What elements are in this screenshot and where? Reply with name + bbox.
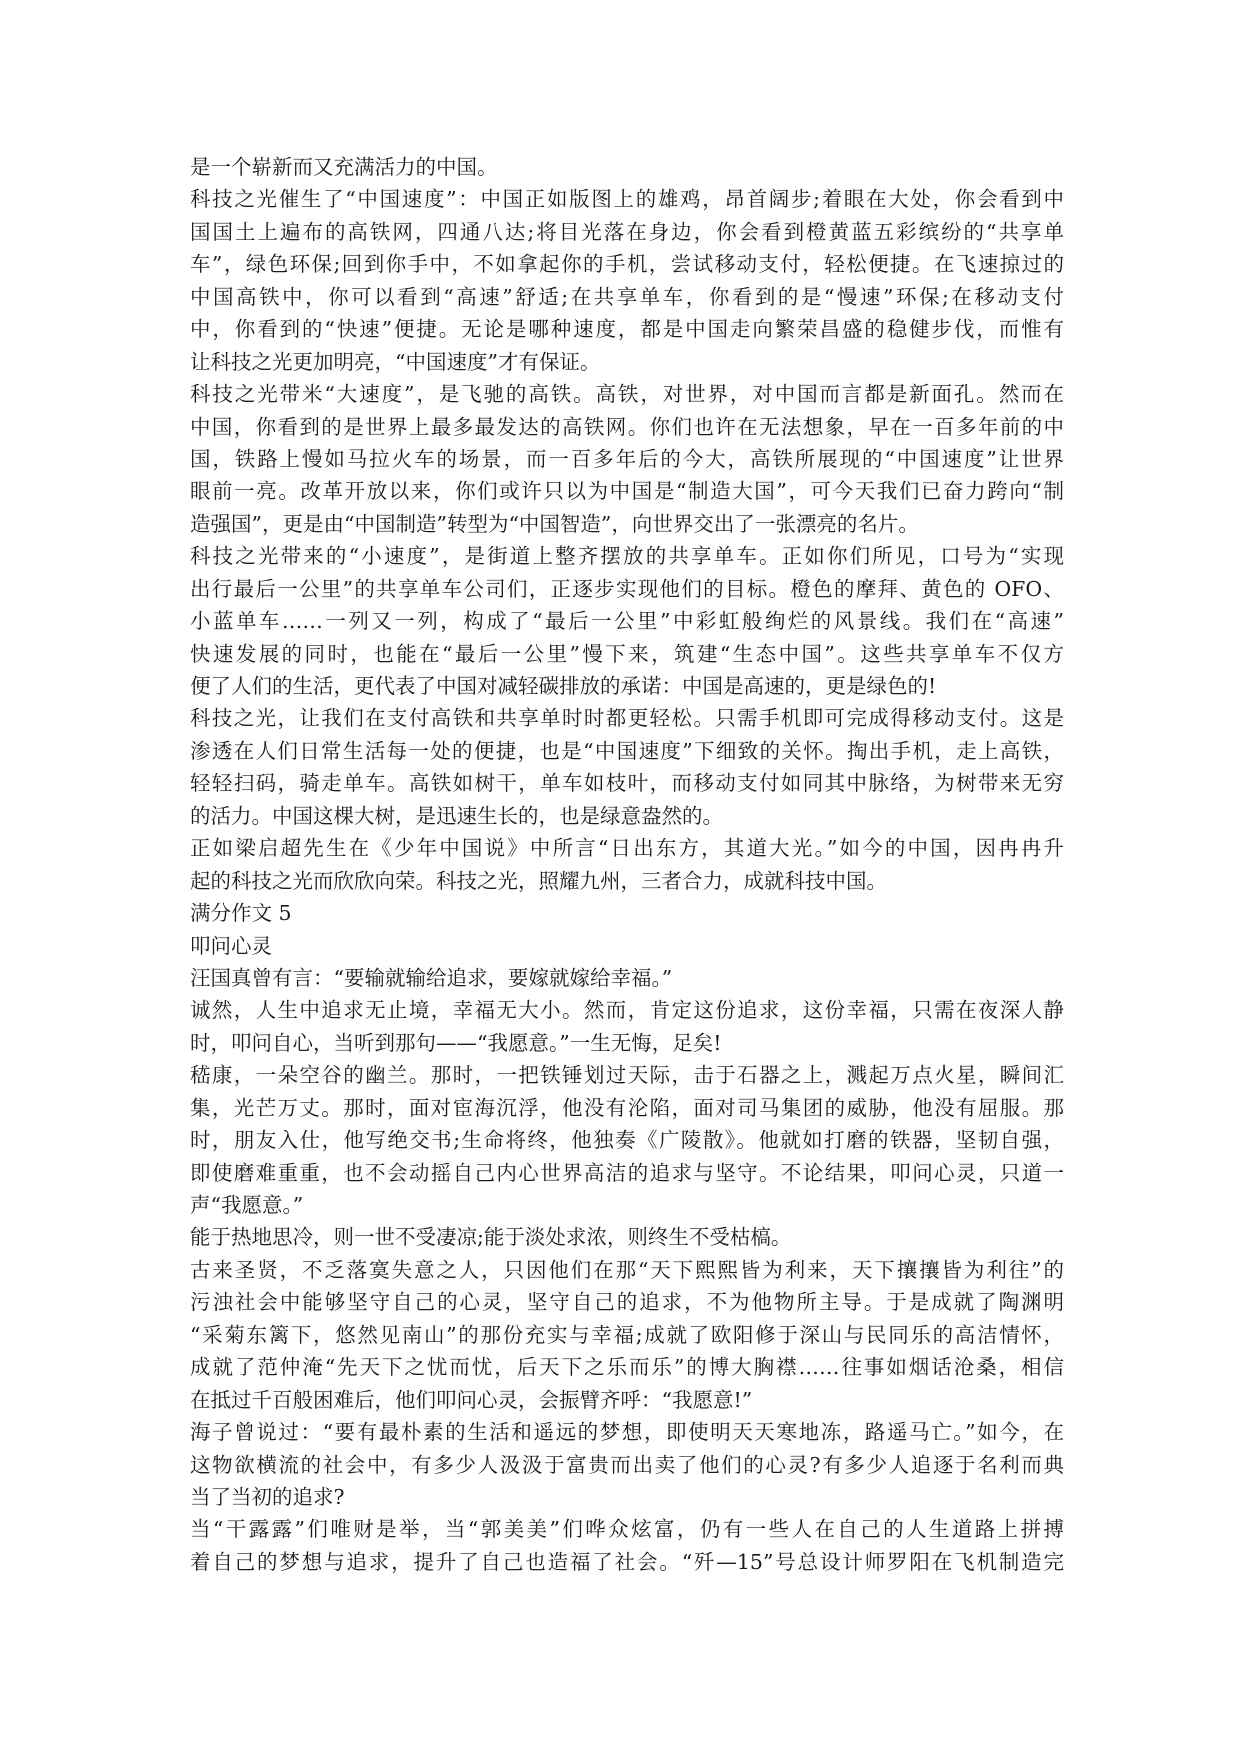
paragraph [190,378,1064,540]
text-line: 污浊社会中能够坚守自己的心灵，坚守自己的追求，不为他物所主导。于是成就了陶渊明 [190,1290,1064,1315]
text-line: 快速发展的同时，也能在“最后一公里”慢下来，筑建“生态中国”。这些共享单车不仅方 [190,641,1064,666]
text-line: 正如梁启超先生在《少年中国说》中所言“日出东方，其道大光。”如今的中国，因冉冉升 [190,836,1064,861]
paragraph [190,183,1064,378]
text-line: 集，光芒万丈。那时，面对宦海沉浮，他没有沦陷，面对司马集团的威胁，他没有屈服。那 [190,1095,1064,1120]
text-line: 汪国真曾有言：“要输就输给追求，要嫁就嫁给幸福。” [190,965,673,990]
text-line: 古来圣贤，不乏落寞失意之人，只因他们在那“天下熙熙皆为利来，天下攘攘皆为利往”的 [190,1257,1064,1282]
text-line: 能于热地思冷，则一世不受凄凉;能于淡处求浓，则终生不受枯槁。 [190,1225,792,1250]
paragraph [190,1416,1064,1513]
text-line: 起的科技之光而欣欣向荣。科技之光，照耀九州，三者合力，成就科技中国。 [190,868,887,893]
text-line: 的活力。中国这棵大树，是迅速生长的，也是绿意盎然的。 [190,803,723,828]
text-line: 着自己的梦想与追求，提升了自己也造福了社会。“歼—15”号总设计师罗阳在飞机制造完 [190,1549,1064,1574]
text-line: 科技之光带米“大速度”，是飞驰的高铁。高铁，对世界，对中国而言都是新面孔。然而在 [190,382,1064,407]
text-line: 在抵过千百般困难后，他们叩问心灵，会振臂齐呼：“我愿意!” [190,1387,753,1412]
text-line: 叩问心灵 [190,933,272,958]
text-line: 是一个崭新而又充满活力的中国。 [190,155,498,179]
text-line: 即使磨难重重，也不会动摇自己内心世界高洁的追求与坚守。不论结果，叩问心灵，只道一 [190,1160,1064,1185]
paragraph [190,832,1064,897]
paragraph [190,930,1064,962]
text-line: 这物欲横流的社会中，有多少人汲汲于富贵而出卖了他们的心灵?有多少人追逐于名利而典 [190,1452,1064,1477]
paragraph [190,897,1064,929]
text-line: “采菊东篱下，悠然见南山”的那份充实与幸福;成就了欧阳修于深山与民同乐的高洁情怀， [190,1322,1064,1347]
text-line: 嵇康，一朵空谷的幽兰。那时，一把铁锤划过天际，击于石器之上，溅起万点火星，瞬间汇 [190,1063,1064,1088]
text-line: 国国土上遍布的高铁网，四通八达;将目光落在身边，你会看到橙黄蓝五彩缤纷的“共享单 [190,219,1064,244]
paragraph [190,702,1064,832]
paragraph [190,151,1064,183]
text-line: 便了人们的生活，更代表了中国对减轻碳排放的承诺：中国是高速的，更是绿色的! [190,674,937,698]
text-line: 让科技之光更加明亮，“中国速度”才有保证。 [190,349,601,374]
text-line: 造强国”，更是由“中国制造”转型为“中国智造”，向世界交出了一张漂亮的名片。 [190,511,919,536]
text-line: 时，朋友入仕，他写绝交书;生命将终，他独奏《广陵散》。他就如打磨的铁器，坚韧自强， [190,1128,1064,1153]
paragraph [190,1059,1064,1221]
text-line: 满分作文 5 [190,901,292,926]
text-line: 诚然，人生中追求无止境，幸福无大小。然而，肯定这份追求，这份幸福，只需在夜深人静 [190,998,1064,1023]
text-line: 小蓝单车……一列又一列，构成了“最后一公里”中彩虹般绚烂的风景线。我们在“高速” [190,609,1064,634]
text-line: 渗透在人们日常生活每一处的便捷，也是“中国速度”下细致的关怀。掏出手机，走上高铁， [190,738,1064,763]
text-line: 成就了范仲淹“先天下之忧而忧，后天下之乐而乐”的博大胸襟……往事如烟话沧桑，相信 [190,1355,1064,1380]
text-line: 眼前一亮。改革开放以来，你们或许只以为中国是“制造大国”，可今天我们已奋力跨向“制 [190,479,1064,504]
paragraph [190,540,1064,702]
text-line: 中国高铁中，你可以看到“高速”舒适;在共享单车，你看到的是“慢速”环保;在移动支付 [190,284,1064,309]
document-body [190,151,1064,1578]
text-line: 科技之光带来的“小速度”，是街道上整齐摆放的共享单车。正如你们所见，口号为“实现 [190,544,1064,569]
text-line: 车”，绿色环保;回到你手中，不如拿起你的手机，尝试移动支付，轻松便捷。在飞速掠过的 [190,252,1064,277]
text-line: 当了当初的追求? [190,1484,345,1509]
text-line: 国，铁路上慢如马拉火车的场景，而一百多年后的今大，高铁所展现的“中国速度”让世界 [190,446,1064,471]
paragraph [190,1254,1064,1416]
text-line: 科技之光催生了“中国速度”：中国正如版图上的雄鸡，昂首阔步;着眼在大处，你会看到中 [190,187,1064,212]
paragraph [190,1221,1064,1253]
text-line: 出行最后一公里”的共享单车公司们，正逐步实现他们的目标。橙色的摩拜、黄色的 OFO、 [190,576,1064,601]
paragraph [190,994,1064,1059]
paragraph [190,1513,1064,1578]
text-line: 海子曾说过：“要有最朴素的生活和遥远的梦想，即使明天天寒地冻，路遥马亡。”如今，在 [190,1420,1064,1445]
text-line: 科技之光，让我们在支付高铁和共享单时时都更轻松。只需手机即可完成得移动支付。这是 [190,706,1064,731]
text-line: 声“我愿意。” [190,1193,304,1217]
text-line: 轻轻扫码，骑走单车。高铁如树干，单车如枝叶，而移动支付如同其中脉络，为树带来无穷 [190,771,1064,796]
text-line: 时，叩问自心，当听到那句——“我愿意。”一生无悔，足矣! [190,1030,722,1055]
text-line: 中，你看到的“快速”便捷。无论是哪种速度，都是中国走向繁荣昌盛的稳健步伐，而惟有 [190,317,1064,342]
text-line: 中国，你看到的是世界上最多最发达的高铁网。你们也许在无法想象，早在一百多年前的中 [190,414,1064,439]
paragraph [190,962,1064,994]
text-line: 当“干露露”们唯财是举，当“郭美美”们哗众炫富，仍有一些人在自己的人生道路上拼搏 [190,1517,1064,1542]
